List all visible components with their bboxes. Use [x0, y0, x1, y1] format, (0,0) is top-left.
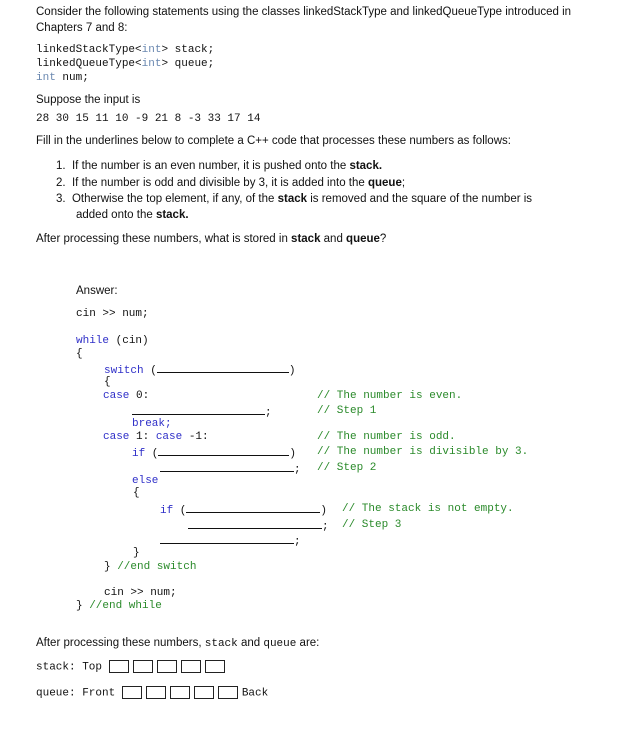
decl-num: int num; [36, 72, 89, 84]
comment-even: // The number is even. [317, 390, 463, 402]
code-while: while (cin) [76, 335, 149, 347]
stack-row: stack: Top [36, 660, 229, 673]
queue-box[interactable] [146, 686, 166, 699]
queue-box[interactable] [194, 686, 214, 699]
code-if-notempty: if ( ) [160, 505, 328, 517]
comment-step-2: // Step 2 [317, 462, 377, 474]
code-cin-2: cin >> num; [104, 587, 177, 599]
code-push-line: ; [160, 534, 301, 548]
blank-push-square[interactable] [160, 534, 294, 544]
decl-queue: linkedQueueType<int> queue; [36, 58, 215, 70]
rule-2: 2. If the number is odd and divisible by 3, it is added into the queue; [56, 177, 406, 189]
code-if-div3: if ( ) [132, 448, 297, 460]
decl-stack: linkedStackType<int> stack; [36, 44, 215, 56]
code-break: break; [132, 418, 172, 430]
intro-line-1: Consider the following statements using the classes linkedStackType and linkedQueueType introduced in [36, 6, 572, 18]
comment-step-1: // Step 1 [317, 405, 377, 417]
code-brace: { [133, 487, 140, 499]
queue-row: queue: Front Back [36, 687, 269, 700]
comment-odd: // The number is odd. [317, 431, 456, 443]
code-brace: { [104, 376, 111, 388]
code-else: else [132, 475, 159, 487]
code-step3-line: ; [188, 519, 329, 533]
rule-3-cont: added onto the stack. [76, 209, 189, 221]
comment-div3: // The number is divisible by 3. [317, 446, 529, 458]
queue-box[interactable] [122, 686, 142, 699]
blank-step-3[interactable] [188, 519, 322, 529]
code-case-0: case 0: [103, 390, 150, 402]
stack-box[interactable] [181, 660, 201, 673]
code-end-switch: } //end switch [104, 561, 197, 573]
code-brace: } [133, 547, 140, 559]
queue-box[interactable] [218, 686, 238, 699]
queue-box[interactable] [170, 686, 190, 699]
stack-box[interactable] [157, 660, 177, 673]
result-heading: After processing these numbers, stack and queue are: [36, 637, 320, 650]
stack-box[interactable] [109, 660, 129, 673]
input-values: 28 30 15 11 10 -9 21 8 -3 33 17 14 [36, 113, 261, 125]
code-switch: switch ( ) [104, 365, 296, 377]
rule-3: 3. Otherwise the top element, if any, of the stack is removed and the square of the number is [56, 193, 533, 205]
question: After processing these numbers, what is stored in stack and queue? [36, 233, 387, 245]
input-label: Suppose the input is [36, 94, 141, 106]
code-end-while: } //end while [76, 600, 162, 612]
rule-1: 1. If the number is an even number, it is pushed onto the stack. [56, 160, 383, 172]
code-brace: { [76, 348, 83, 360]
intro-line-2: Chapters 7 and 8: [36, 22, 128, 34]
blank-if-not-empty[interactable] [186, 503, 320, 513]
stack-box[interactable] [205, 660, 225, 673]
blank-step-2[interactable] [160, 462, 294, 472]
blank-switch-expr[interactable] [157, 363, 289, 373]
code-cin-1: cin >> num; [76, 308, 149, 320]
fill-instruction: Fill in the underlines below to complete a C++ code that processes these numbers as follows: [36, 135, 511, 147]
code-step1-line: ; [132, 405, 272, 419]
code-step2-line: ; [160, 462, 301, 476]
code-case-1: case 1: case -1: [103, 431, 209, 443]
stack-box[interactable] [133, 660, 153, 673]
comment-step-3: // Step 3 [342, 519, 402, 531]
blank-if-condition[interactable] [158, 446, 289, 456]
comment-not-empty: // The stack is not empty. [342, 503, 514, 515]
answer-label: Answer: [76, 285, 118, 297]
blank-step-1[interactable] [132, 405, 265, 415]
